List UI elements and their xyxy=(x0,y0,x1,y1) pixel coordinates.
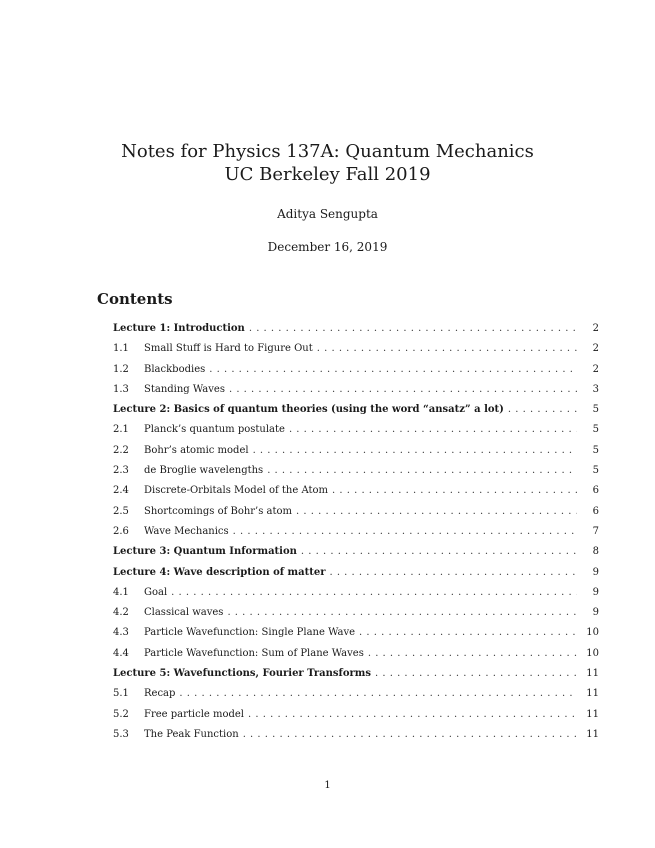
toc-entry-label: Goal xyxy=(144,586,168,598)
toc-section-number: 2.2 xyxy=(113,444,129,456)
document-title xyxy=(0,140,655,186)
toc-entry-label: Lecture 2: Basics of quantum theories (using the word “ansatz” a lot) xyxy=(113,404,504,416)
toc-section-number: 5.1 xyxy=(113,688,129,700)
toc-page-number: 9 xyxy=(592,566,599,578)
toc-section-entry[interactable] xyxy=(113,424,599,444)
toc-dot-leader xyxy=(233,526,577,537)
toc-lecture-entry[interactable] xyxy=(113,567,599,587)
toc-section-entry[interactable] xyxy=(113,587,599,607)
toc-section-entry[interactable] xyxy=(113,384,599,404)
toc-page-number: 5 xyxy=(592,404,599,416)
toc-section-entry[interactable] xyxy=(113,364,599,384)
toc-section-number: 2.1 xyxy=(113,424,129,436)
toc-lecture-entry[interactable] xyxy=(113,404,599,424)
toc-page-number: 11 xyxy=(586,728,599,740)
toc-entry-label: Wave Mechanics xyxy=(144,525,229,537)
toc-section-number: 5.2 xyxy=(113,708,129,720)
author: Aditya Sengupta xyxy=(277,207,378,221)
toc-section-entry[interactable] xyxy=(113,607,599,627)
title-line-1: Notes for Physics 137A: Quantum Mechanics xyxy=(121,141,534,162)
toc-entry-label: Shortcomings of Bohr’s atom xyxy=(144,505,293,517)
toc-page-number: 7 xyxy=(592,525,599,537)
toc-section-entry[interactable] xyxy=(113,465,599,485)
toc-dot-leader xyxy=(301,546,577,557)
date: December 16, 2019 xyxy=(267,240,388,254)
toc-page-number: 11 xyxy=(586,668,599,680)
toc-dot-leader xyxy=(508,404,577,415)
toc-page-number: 10 xyxy=(586,627,599,639)
toc-lecture-entry[interactable] xyxy=(113,546,599,566)
toc-page-number: 9 xyxy=(592,607,599,619)
toc-page-number: 6 xyxy=(592,505,599,517)
toc-entry-label: Standing Waves xyxy=(144,383,225,395)
toc-dot-leader xyxy=(227,607,577,618)
toc-section-number: 2.3 xyxy=(113,465,129,477)
toc-entry-label: Small Stuff is Hard to Figure Out xyxy=(144,343,313,355)
toc-page-number: 5 xyxy=(592,424,599,436)
toc-lecture-entry[interactable] xyxy=(113,323,599,343)
toc-dot-leader xyxy=(179,688,577,699)
toc-dot-leader xyxy=(375,668,577,679)
toc-dot-leader xyxy=(368,648,577,659)
toc-dot-leader xyxy=(359,627,577,638)
toc-section-entry[interactable] xyxy=(113,526,599,546)
toc-dot-leader xyxy=(209,364,577,375)
toc-section-number: 2.5 xyxy=(113,505,129,517)
toc-section-number: 1.1 xyxy=(113,343,129,355)
toc-page-number: 11 xyxy=(586,708,599,720)
toc-section-number: 5.3 xyxy=(113,728,129,740)
toc-entry-label: Lecture 1: Introduction xyxy=(113,323,245,334)
toc-page-number: 8 xyxy=(592,546,599,558)
toc-section-number: 2.4 xyxy=(113,485,129,497)
contents-heading: Contents xyxy=(97,290,173,308)
toc-dot-leader xyxy=(332,485,577,496)
toc-dot-leader xyxy=(289,424,577,435)
toc-section-entry[interactable] xyxy=(113,688,599,708)
toc-dot-leader xyxy=(253,445,577,456)
toc-page-number: 2 xyxy=(592,323,599,334)
toc-lecture-entry[interactable] xyxy=(113,668,599,688)
toc-section-entry[interactable] xyxy=(113,445,599,465)
toc-section-entry[interactable] xyxy=(113,485,599,505)
toc-section-entry[interactable] xyxy=(113,709,599,729)
toc-section-number: 2.6 xyxy=(113,525,129,537)
toc-section-number: 4.1 xyxy=(113,586,129,598)
toc-dot-leader xyxy=(249,323,577,334)
title-line-2: UC Berkeley Fall 2019 xyxy=(224,164,431,185)
page-number: 1 xyxy=(324,780,331,791)
toc-entry-label: Lecture 3: Quantum Information xyxy=(113,546,297,558)
toc-page-number: 11 xyxy=(586,688,599,700)
toc-section-number: 1.2 xyxy=(113,363,129,375)
toc-dot-leader xyxy=(296,506,577,517)
toc-section-number: 1.3 xyxy=(113,383,129,395)
toc-entry-label: The Peak Function xyxy=(144,728,239,740)
toc-page-number: 10 xyxy=(586,647,599,659)
toc-dot-leader xyxy=(267,465,577,476)
toc-entry-label: Planck’s quantum postulate xyxy=(144,424,285,436)
toc-dot-leader xyxy=(329,567,577,578)
toc-dot-leader xyxy=(171,587,577,598)
toc-section-entry[interactable] xyxy=(113,627,599,647)
toc-dot-leader xyxy=(229,384,577,395)
toc-page-number: 2 xyxy=(592,363,599,375)
toc-entry-label: Recap xyxy=(144,688,176,700)
toc-entry-label: Particle Wavefunction: Single Plane Wave xyxy=(144,627,356,639)
toc-entry-label: Lecture 5: Wavefunctions, Fourier Transforms xyxy=(113,668,371,680)
table-of-contents xyxy=(113,323,599,749)
toc-section-entry[interactable] xyxy=(113,343,599,363)
toc-page-number: 6 xyxy=(592,485,599,497)
toc-entry-label: Classical waves xyxy=(144,607,224,619)
toc-page-number: 9 xyxy=(592,586,599,598)
toc-entry-label: Particle Wavefunction: Sum of Plane Waves xyxy=(144,647,364,659)
toc-section-entry[interactable] xyxy=(113,729,599,749)
toc-page-number: 2 xyxy=(592,343,599,355)
toc-dot-leader xyxy=(317,343,577,354)
toc-page-number: 5 xyxy=(592,465,599,477)
toc-entry-label: Discrete-Orbitals Model of the Atom xyxy=(144,485,329,497)
toc-entry-label: Bohr’s atomic model xyxy=(144,444,249,456)
toc-dot-leader xyxy=(243,729,577,740)
toc-section-number: 4.3 xyxy=(113,627,129,639)
toc-entry-label: de Broglie wavelengths xyxy=(144,465,264,477)
toc-section-number: 4.4 xyxy=(113,647,129,659)
toc-section-entry[interactable] xyxy=(113,506,599,526)
toc-entry-label: Lecture 4: Wave description of matter xyxy=(113,566,326,578)
toc-dot-leader xyxy=(248,709,577,720)
toc-page-number: 3 xyxy=(592,383,599,395)
toc-section-entry[interactable] xyxy=(113,648,599,668)
toc-section-number: 4.2 xyxy=(113,607,129,619)
toc-page-number: 5 xyxy=(592,444,599,456)
toc-entry-label: Free particle model xyxy=(144,708,245,720)
toc-entry-label: Blackbodies xyxy=(144,363,206,375)
